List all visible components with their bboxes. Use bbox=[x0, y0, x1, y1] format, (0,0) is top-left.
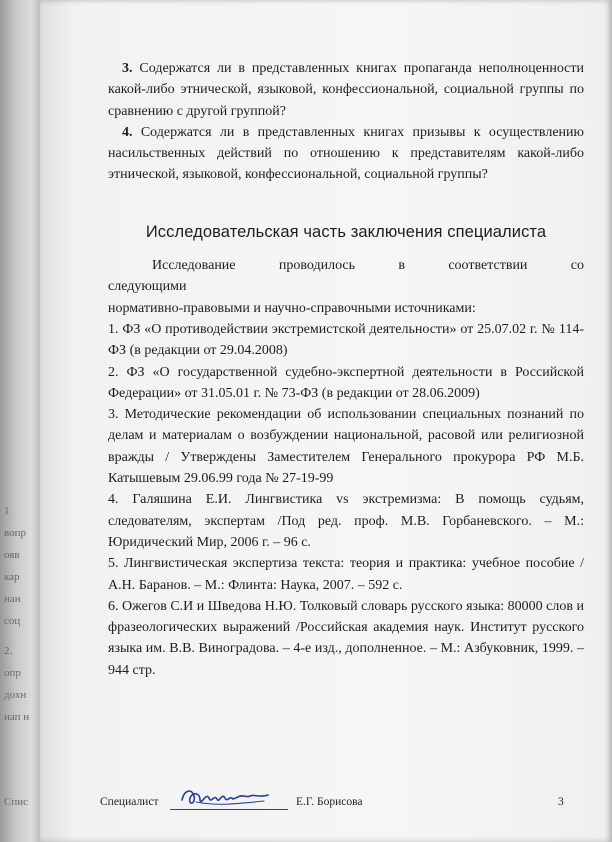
intro-line-1: Исследование проводилось в соответствии со следующими bbox=[108, 258, 584, 295]
adjacent-page-fragment: дохн bbox=[4, 689, 27, 701]
adjacent-page-fragment: 1 bbox=[4, 505, 10, 517]
signature-line bbox=[170, 809, 288, 810]
handwritten-signature bbox=[176, 782, 276, 812]
adjacent-page-fragment: нап н bbox=[4, 711, 30, 723]
source-item-1: 1. ФЗ «О противодействии экстремистской деятельности» от 25.07.02 г. № 114-ФЗ (в редакции от 29.04.2008) bbox=[108, 321, 584, 359]
question-number: 4. bbox=[122, 124, 133, 140]
adjacent-page-edge bbox=[0, 0, 40, 842]
source-item-6: 6. Ожегов С.И и Шведова Н.Ю. Толковый словарь русского языка: 80000 слов и фразеологических выражений /Российская академия наук. Институт русского языка им. В.В. Виноградова. – 4-е изд., дополненное. – М.: Азбуковник, 1999. – 944 стр. bbox=[108, 598, 584, 678]
source-item-4: 4. Галяшина Е.И. Лингвистика vs экстремизма: В помощь судьям, следователям, экспертам /Под ред. проф. М.В. Горбаневского. – М.: Юридический Мир, 2006 г. – 96 с. bbox=[108, 492, 584, 550]
question-number: 3. bbox=[122, 61, 133, 76]
question-3 bbox=[108, 58, 584, 122]
page-number: 3 bbox=[558, 796, 564, 808]
adjacent-page-fragment: нан bbox=[4, 593, 21, 605]
section-heading: Исследовательская часть заключения специалиста bbox=[145, 222, 547, 241]
adjacent-page-fragment: ояв bbox=[4, 549, 20, 561]
page-content bbox=[108, 58, 584, 681]
question-4 bbox=[108, 122, 584, 186]
source-item-2: 2. ФЗ «О государственной судебно-экспертной деятельности в Российской Федерации» от 31.05.01 г. № 73-ФЗ (в редакции от 28.06.2009) bbox=[108, 364, 584, 401]
adjacent-page-fragment: вопр bbox=[4, 527, 27, 539]
adjacent-page-fragment: опр bbox=[4, 667, 21, 679]
document-page bbox=[40, 0, 612, 842]
source-item-3: 3. Методические рекомендации об использовании специальных познаний по делам и материалам о возбуждении национальной, расовой или религиозной вражды / Утверждены Заместителем Генерального прокурора РФ М.Б. Катышевым 29.06.99 года № 27-19-99 bbox=[108, 407, 584, 487]
adjacent-page-fragment: соц bbox=[4, 615, 21, 627]
intro-line-2: нормативно-правовыми и научно-справочными источниками: bbox=[108, 300, 476, 316]
source-item-5: 5. Лингвистическая экспертиза текста: теория и практика: учебное пособие / А.Н. Баранов. – М.: Флинта: Наука, 2007. – 592 с. bbox=[108, 556, 584, 593]
adjacent-page-fragment: Спис bbox=[4, 796, 28, 808]
adjacent-page-fragment: 2. bbox=[4, 645, 13, 657]
specialist-label: Специалист bbox=[100, 796, 159, 808]
question-text: Содержатся ли в представленных книгах призывы к осуществлению насильственных действий по отношению к представителям какой-либо этнической, языковой, конфессиональной, социальной группы? bbox=[108, 124, 585, 183]
question-text: Содержатся ли в представленных книгах пропаганда неполноценности какой-либо этнической, языковой, конфессиональной, социальной группы по сравнению с другой группой? bbox=[108, 61, 584, 119]
specialist-name: Е.Г. Борисова bbox=[296, 796, 363, 808]
adjacent-page-fragment: кар bbox=[4, 571, 20, 583]
